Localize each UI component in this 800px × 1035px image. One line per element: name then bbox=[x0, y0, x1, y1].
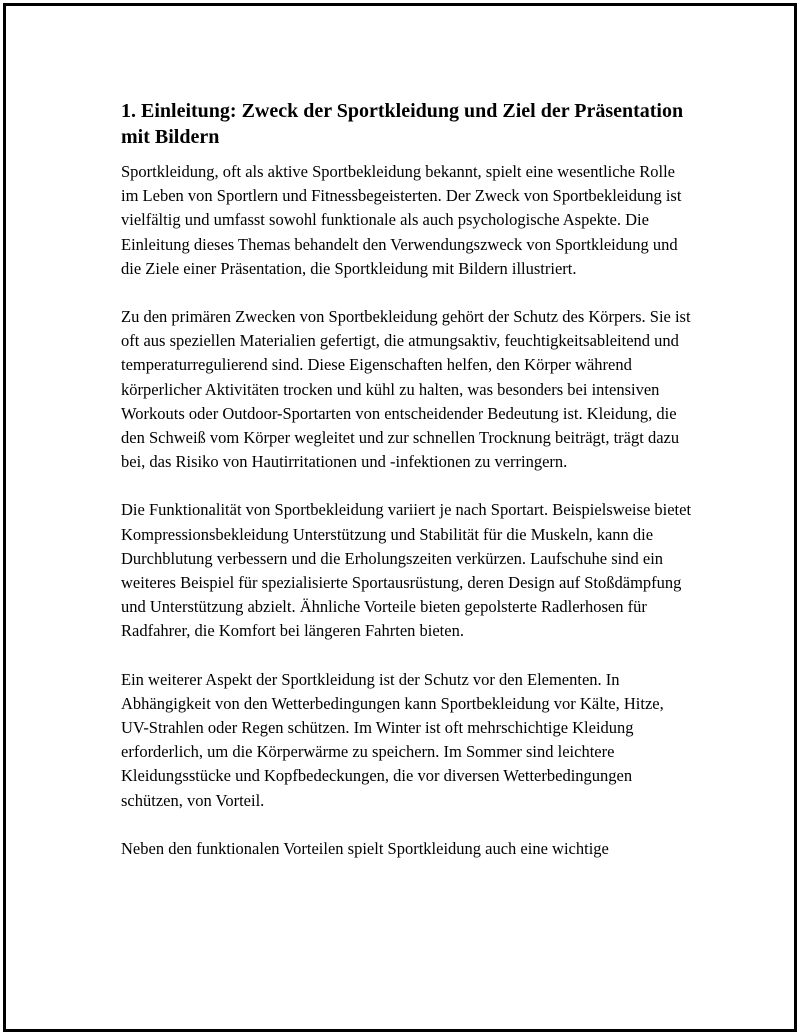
paragraph: Die Funktionalität von Sportbekleidung variiert je nach Sportart. Beispielsweise bietet Kompressionsbekleidung Unterstützung und Stabilität für die Muskeln, kann die Durchblutung verbessern und die Erholungszeiten verkürzen. Laufschuhe sind ein weiteres Beispiel für spezialisierte Sportausrüstung, deren Design auf Stoßdämpfung und Unterstützung abzielt. Ähnliche Vorteile bieten gepolsterte Radlerhosen für Radfahrer, die Komfort bei längeren Fahrten bieten. bbox=[121, 500, 692, 641]
paragraph: Zu den primären Zwecken von Sportbekleidung gehört der Schutz des Körpers. Sie ist oft aus speziellen Materialien gefertigt, die atmungsaktiv, feuchtigkeitsableitend und temperaturregulierend sind. Diese Eigenschaften helfen, den Körper während körperlicher Aktivitäten trocken und kühl zu halten, was besonders bei intensiven Workouts oder Outdoor-Sportarten von entscheidender Bedeutung ist. Kleidung, die den Schweiß vom Körper wegleitet und zur schnellen Trocknung beiträgt, trägt dazu bei, das Risiko von Hautirritationen und -infektionen zu verringern. bbox=[121, 307, 691, 472]
section-heading: 1. Einleitung: Zweck der Sportkleidung und Ziel der Präsentation mit Bildern bbox=[121, 100, 684, 148]
page-frame bbox=[3, 3, 797, 1032]
paragraph: Neben den funktionalen Vorteilen spielt Sportkleidung auch eine wichtige bbox=[121, 838, 609, 858]
paragraph: Sportkleidung, oft als aktive Sportbekleidung bekannt, spielt eine wesentliche Rolle im Leben von Sportlern und Fitnessbegeisterten. Der Zweck von Sportbekleidung ist vielfältig und umfasst sowohl funktionale als auch psychologische Aspekte. Die Einleitung dieses Themas behandelt den Verwendungszweck von Sportkleidung und die Ziele einer Präsentation, die Sportkleidung mit Bildern illustriert. bbox=[121, 162, 682, 278]
document-body bbox=[121, 98, 693, 885]
paragraph: Ein weiterer Aspekt der Sportkleidung ist der Schutz vor den Elementen. In Abhängigkeit von den Wetterbedingungen kann Sportbekleidung vor Kälte, Hitze, UV-Strahlen oder Regen schützen. Im Winter ist oft mehrschichtige Kleidung erforderlich, um die Körperwärme zu speichern. Im Sommer sind leichtere Kleidungsstücke und Kopfbedeckungen, die vor diversen Wetterbedingungen schützen, von Vorteil. bbox=[121, 669, 664, 810]
